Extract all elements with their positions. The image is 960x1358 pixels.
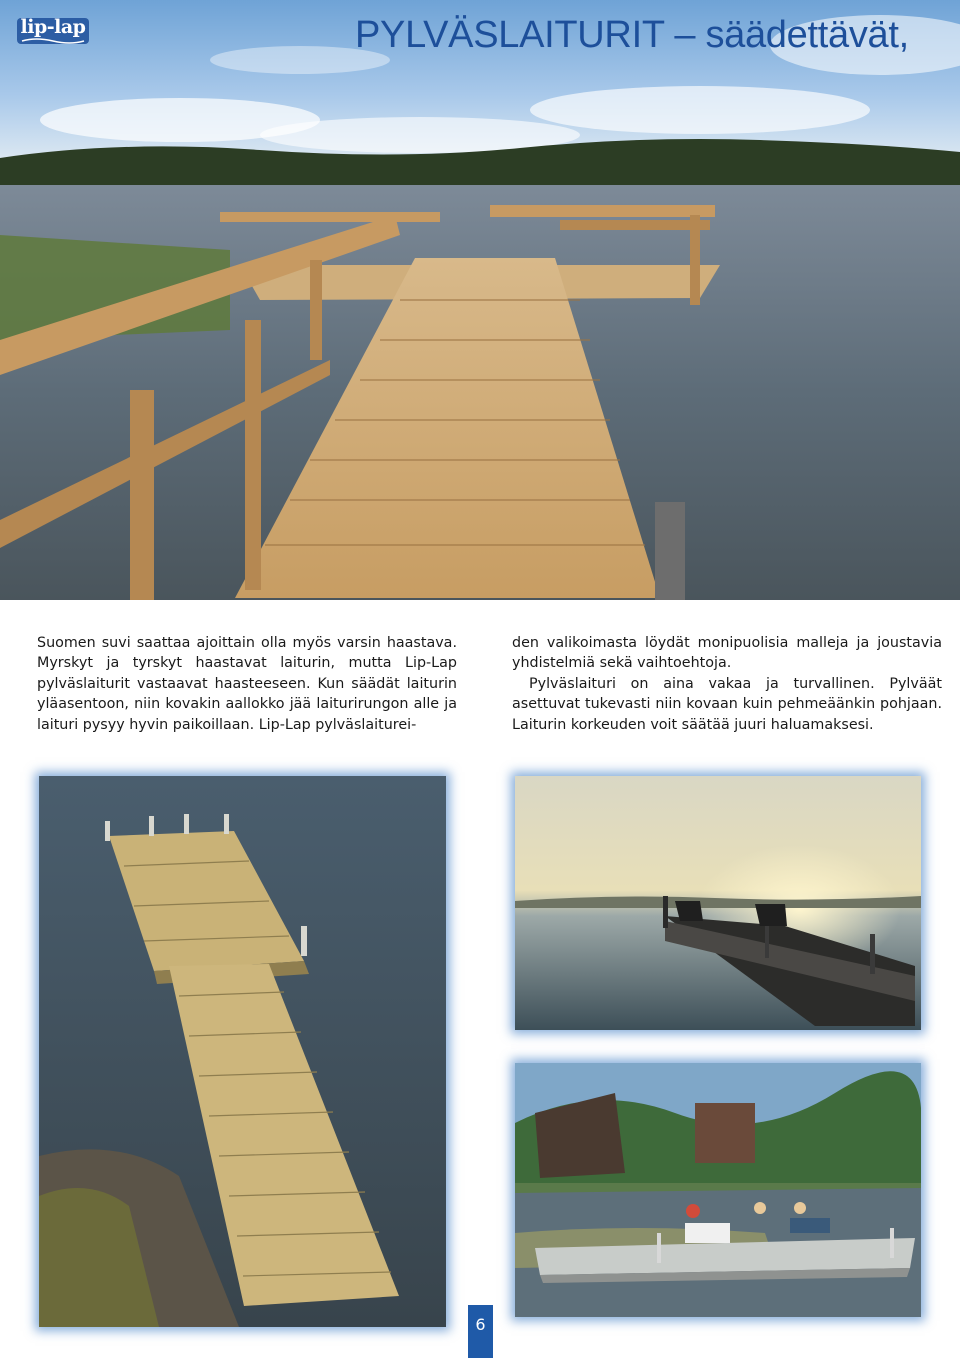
text-column-left bbox=[37, 633, 457, 735]
body-paragraph: Suomen suvi saattaa ajoittain olla myös varsin haastava. Myrskyt ja tyrskyt haastavat laiturin, mutta Lip-Lap pylväslaiturit vastaavat haasteeseen. Kun säädät laiturin yläasentoon, niin kovakin aallokko jää laiturirungon alle ja laituri pysyy hyvin paikoillaan. Lip-Lap pylväslaiturei- bbox=[37, 635, 457, 733]
body-paragraph: den valikoimasta löydät monipuolisia malleja ja joustavia yhdistelmiä sekä vaihtoehtoja. bbox=[512, 635, 942, 672]
page-title-dash: – bbox=[674, 14, 696, 56]
photo-people-on-pier bbox=[515, 1063, 921, 1317]
page-title-main: PYLVÄSLAITURIT bbox=[355, 14, 665, 56]
text-column-right bbox=[512, 633, 942, 735]
lip-lap-logo bbox=[16, 14, 90, 48]
body-paragraph: Pylväslaituri on aina vakaa ja turvallinen. Pylväät asettuvat tukevasti niin kovaan kuin pehmeäänkin pohjaan. Laiturin korkeuden voit säätää juuri haluamaksesi. bbox=[512, 675, 942, 733]
logo-text: lip-lap bbox=[20, 16, 86, 38]
page-number: 6 bbox=[468, 1305, 493, 1358]
photo-aerial-pier bbox=[39, 776, 446, 1327]
photo-sunset-pier bbox=[515, 776, 921, 1030]
page-title bbox=[355, 14, 909, 57]
hero-photo-pier bbox=[0, 0, 960, 600]
page-title-sub: säädettävät, bbox=[705, 14, 909, 56]
